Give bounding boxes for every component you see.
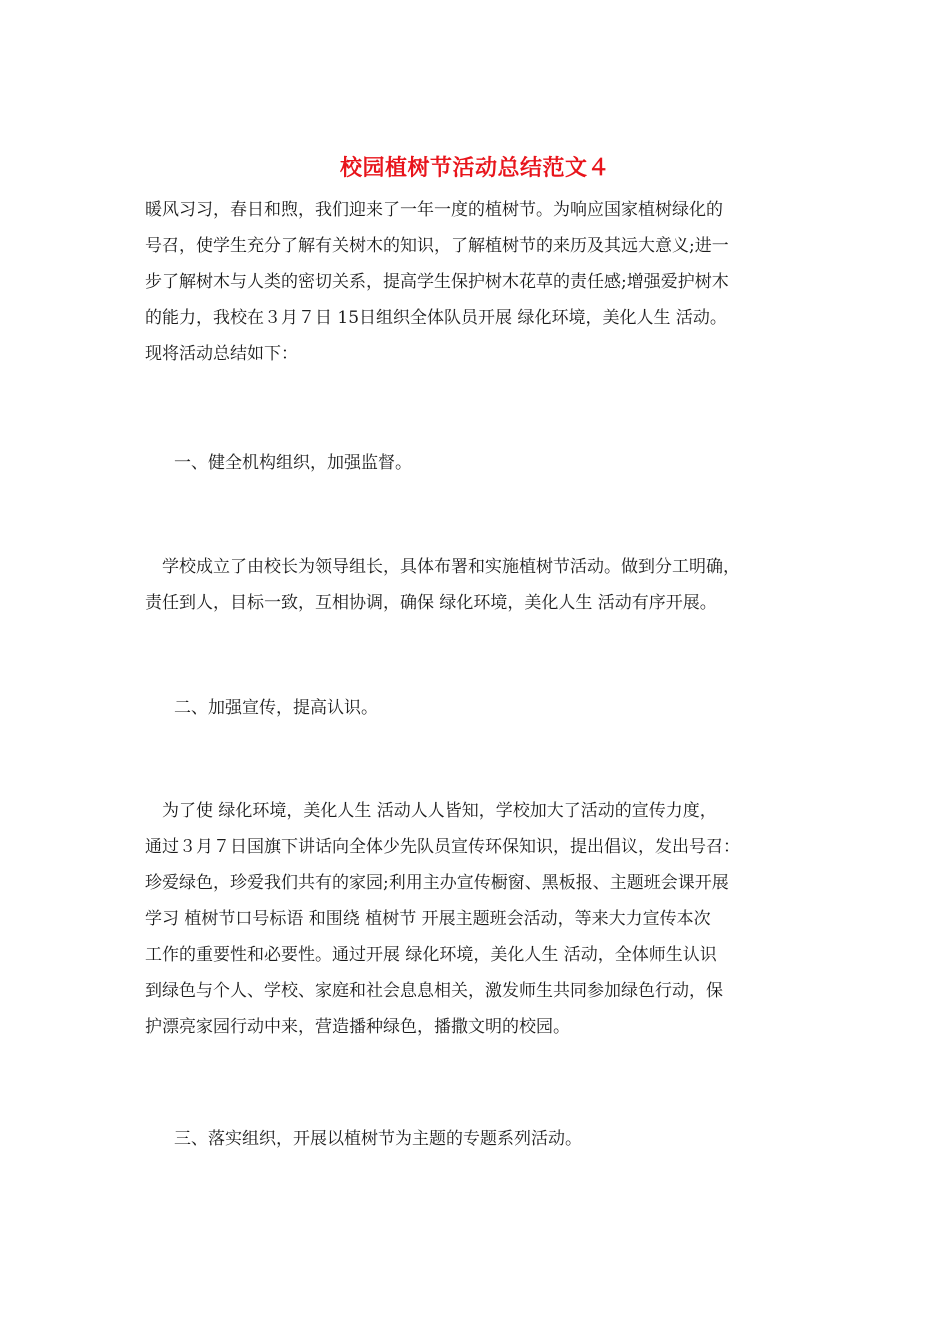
section-paragraph-2: [145, 793, 817, 1045]
section-heading-3: 三、落实组织，开展以植树节为主题的专题系列活动。: [174, 1129, 582, 1149]
paragraph-line: 珍爱绿色，珍爱我们共有的家园;利用主办宣传橱窗、黑板报、主题班会课开展: [145, 873, 729, 893]
section-paragraph-1: [145, 549, 817, 621]
paragraph-line: 工作的重要性和必要性。通过开展 绿化环境，美化人生 活动，全体师生认识: [145, 945, 717, 965]
intro-paragraph: [145, 192, 817, 372]
document-title: 校园植树节活动总结范文４: [339, 155, 610, 181]
paragraph-line: 学校成立了由校长为领导组长，具体布署和实施植树节活动。做到分工明确，: [145, 557, 740, 577]
intro-line: 的能力，我校在３月７日 15日组织全体队员开展 绿化环境，美化人生 活动。: [145, 308, 727, 328]
intro-line: 步了解树木与人类的密切关系，提高学生保护树木花草的责任感;增强爱护树木: [145, 272, 729, 292]
paragraph-line: 责任到人，目标一致，互相协调，确保 绿化环境，美化人生 活动有序开展。: [145, 593, 717, 613]
intro-line: 暖风习习，春日和煦，我们迎来了一年一度的植树节。为响应国家植树绿化的: [145, 200, 723, 220]
paragraph-line: 通过３月７日国旗下讲话向全体少先队员宣传环保知识，提出倡议，发出号召：: [145, 837, 740, 857]
paragraph-line: 到绿色与个人、学校、家庭和社会息息相关，激发师生共同参加绿色行动，保: [145, 981, 723, 1001]
paragraph-line: 学习 植树节口号标语 和围绕 植树节 开展主题班会活动，等来大力宣传本次: [145, 909, 711, 929]
paragraph-line: 护漂亮家园行动中来，营造播种绿色，播撒文明的校园。: [145, 1017, 570, 1037]
section-heading-1: 一、健全机构组织，加强监督。: [174, 453, 412, 473]
paragraph-line: 为了使 绿化环境，美化人生 活动人人皆知，学校加大了活动的宣传力度，: [145, 801, 717, 821]
intro-line: 现将活动总结如下：: [145, 344, 298, 364]
intro-line: 号召，使学生充分了解有关树木的知识，了解植树节的来历及其远大意义;进一: [145, 236, 729, 256]
section-heading-2: 二、加强宣传，提高认识。: [174, 698, 378, 718]
